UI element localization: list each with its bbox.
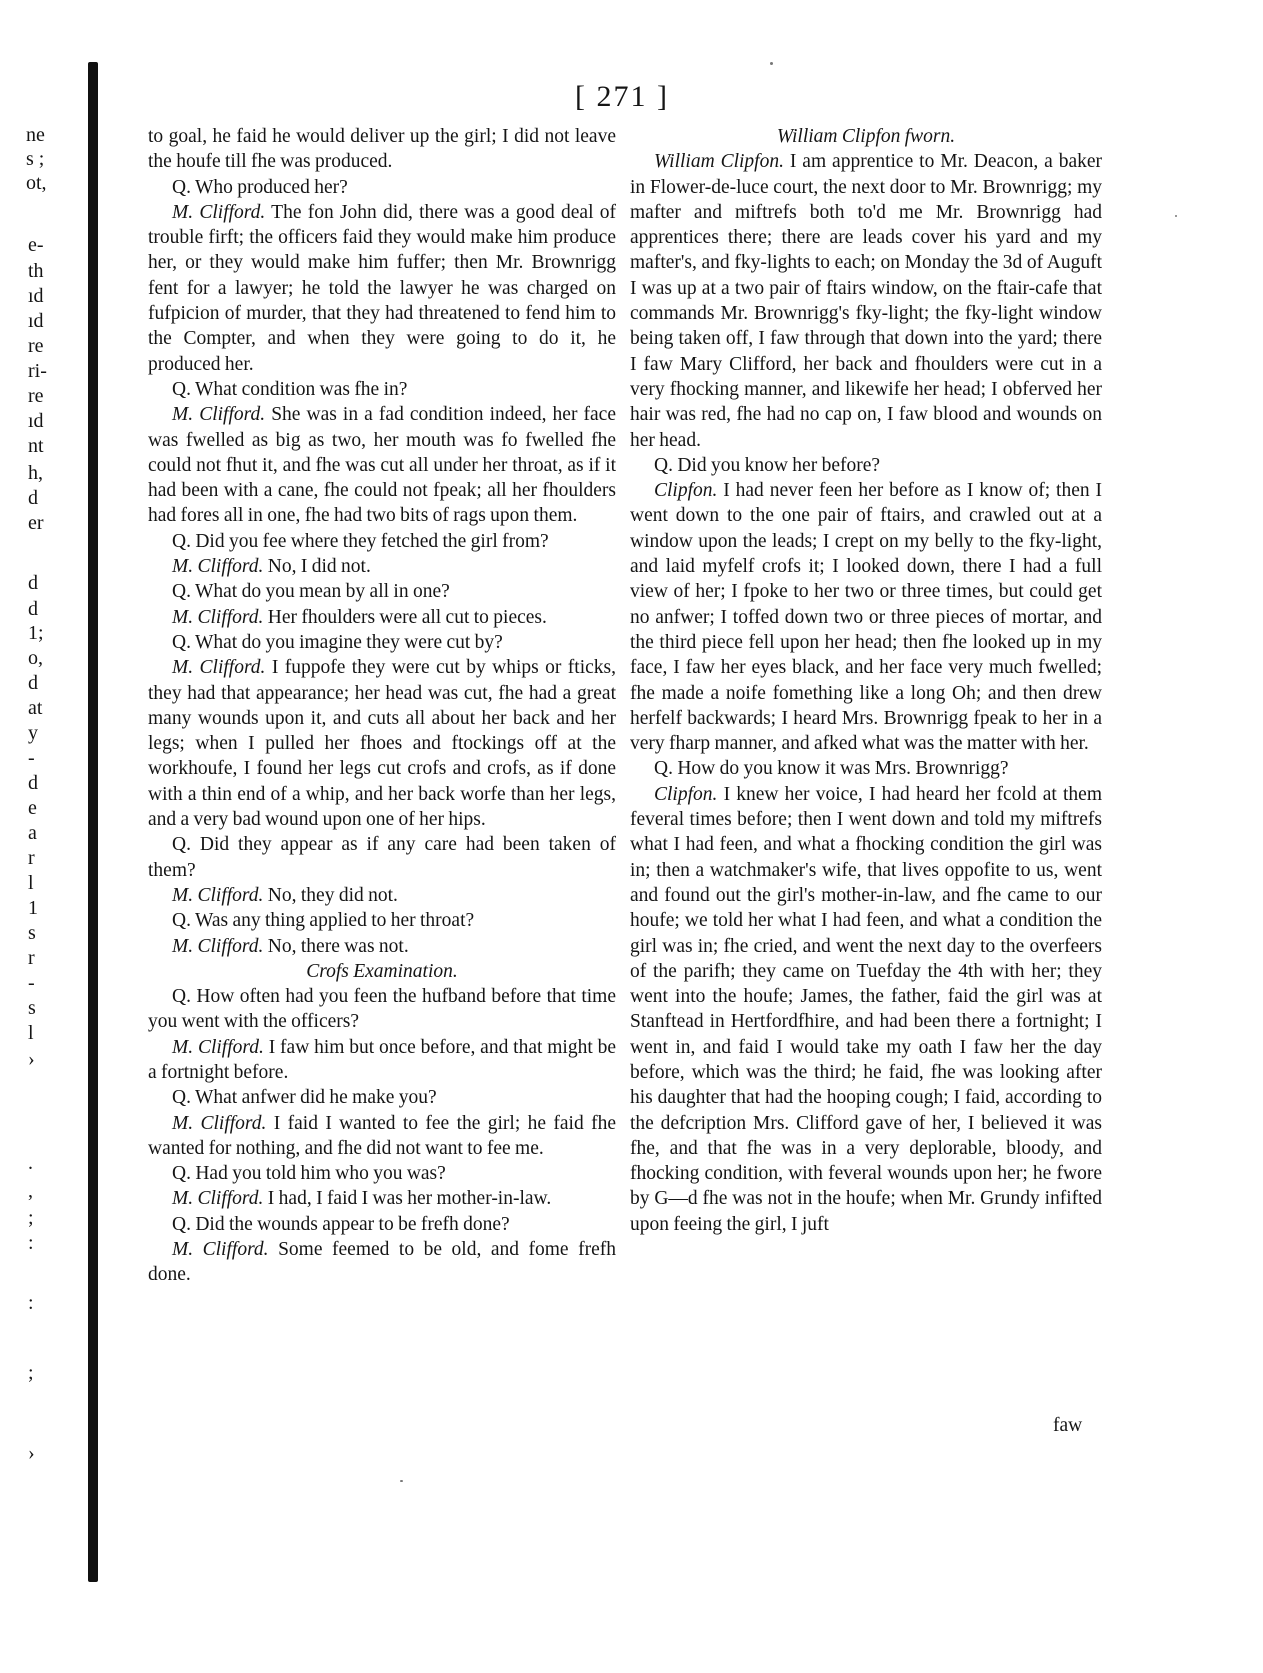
paragraph-text: Her fhoulders were all cut to pieces. [263, 606, 547, 628]
edge-fragment: d [28, 572, 38, 594]
question-paragraph [630, 756, 1102, 781]
paragraph-text: I fuppofe they were cut by whips or fticks, they had that appearance; her head was cut, fhe had a great many wounds upon it, and cuts all about her back and her legs; when I pulled her fhoes and ftockings off at the workhoufe, I found her legs cut crofs and crofs, as if done with a thin end of a whip, and her back worfe than her legs, and a very bad wound upon one of her hips. [148, 657, 616, 831]
text-paragraph [148, 124, 616, 175]
question-paragraph [148, 579, 616, 604]
paragraph-text: Q. What anfwer did he make you? [172, 1087, 437, 1109]
section-heading: William Clipfon fworn. [776, 126, 956, 147]
edge-fragment: 1 [28, 897, 38, 919]
binding-edge [88, 62, 98, 1582]
edge-fragment: - [28, 747, 35, 769]
paper-speck [770, 62, 773, 65]
paragraph-text: Q. Did they appear as if any care had been taken of them? [148, 834, 616, 881]
edge-fragment: ot, [26, 172, 47, 194]
testimony-paragraph [630, 782, 1102, 1237]
paragraph-text: I knew her voice, I had heard her fcold at them feveral times before; then I went down and told my miftrefs what I had feen, and what a fhocking condition the girl was in; then a watchmaker's wife, that lives oppofite to us, went and found out the girl's mother-in-law, and fhe came to our houfe; we told her what I had feen, and what a condition the girl was in; fhe cried, and went the next day to the overfeers of the parifh; they came on Tuefday the 4th with her; they went into the houfe; James, the father, faid the girl was at Stanftead in Hertfordfhire, and had been there a fortnight; I went in, and faid I would take my oath I faw her the day before, which was the third; he faid, fhe was looking after his daughter that had the hooping cough; I faid, according to the defcription Mrs. Clifford gave of her, I believed it was fhe, and that fhe was in a very deplorable, bloody, and fhocking condition, with feveral wounds upon her; he fwore by G—d fhe was not in the houfe; when Mr. Grundy infifted upon feeing the girl, I juft [630, 783, 1102, 1235]
question-paragraph [148, 1085, 616, 1110]
edge-fragment: s [28, 922, 36, 944]
edge-fragment: nt [28, 435, 44, 457]
question-paragraph [148, 529, 616, 554]
edge-fragment: ıd [28, 285, 44, 307]
testimony-paragraph [148, 1186, 616, 1211]
speaker-name: M. Clifford. [172, 556, 264, 578]
edge-fragment: ; [28, 1207, 34, 1229]
speaker-name: Clipfon. [654, 480, 718, 502]
paragraph-text: I faw him but once before, and that might be a fortnight before. [148, 1036, 616, 1083]
catchword: faw [1053, 1415, 1083, 1436]
edge-fragment: e- [28, 234, 44, 256]
paragraph-text: No, I did not. [263, 556, 371, 578]
question-paragraph [148, 1212, 616, 1237]
question-paragraph [630, 453, 1102, 478]
speaker-name: William Clipfon. [654, 151, 784, 173]
speaker-name: M. Clifford. [172, 657, 266, 679]
paragraph-text: Q. Did you know her before? [654, 454, 881, 476]
edge-fragment: th [28, 260, 44, 282]
edge-fragment: l [28, 872, 34, 894]
edge-fragment: o, [28, 647, 43, 669]
testimony-paragraph [148, 883, 616, 908]
question-paragraph [148, 377, 616, 402]
edge-fragment: d [28, 672, 38, 694]
testimony-paragraph [630, 478, 1102, 756]
paragraph-text: The fon John did, there was a good deal of trouble firft; the officers faid they would make him produce her, or they would make him fuffer; then Mr. Brownrigg fent for a lawyer; he told the lawyer he was charged on fufpicion of murder, that they had threatened to fend him to the Compter, and when they were going to do it, he produced her. [148, 201, 616, 375]
edge-fragment: h, [28, 462, 43, 484]
edge-fragment: 1; [28, 622, 44, 644]
paper-speck [400, 1480, 403, 1482]
edge-fragment: d [28, 772, 38, 794]
right-column [630, 124, 1102, 1237]
edge-fragment: . [28, 1152, 33, 1174]
edge-fragment: › [28, 1048, 35, 1070]
paragraph-text: No, there was not. [263, 935, 409, 957]
paragraph-text: Some feemed to be old, and fome frefh done. [148, 1239, 616, 1286]
paragraph-text: Q. How often had you feen the hufband before that time you went with the officers? [148, 986, 616, 1033]
edge-fragment: l [28, 1022, 34, 1044]
testimony-paragraph [148, 402, 616, 528]
paragraph-text: Q. How do you know it was Mrs. Brownrigg? [654, 758, 1009, 780]
paragraph-text: I faid I wanted to fee the girl; he faid fhe wanted for nothing, and fhe did not want to fee me. [148, 1112, 616, 1159]
paragraph-text: She was in a fad condition indeed, her face was fwelled as big as two, her mouth was fo fwelled fhe could not fhut it, and fhe was cut all under her throat, as if it had been with a cane, fhe could not fpeak; all her fhoulders had fores all in one, fhe had two bits of rags upon them. [148, 404, 616, 527]
edge-fragment: : [28, 1232, 34, 1254]
speaker-name: M. Clifford. [172, 201, 266, 223]
edge-fragment: r [28, 947, 35, 969]
paper-speck [1175, 215, 1177, 217]
edge-fragment: re [28, 385, 44, 407]
paragraph-text: I had, I faid I was her mother-in-law. [263, 1188, 552, 1210]
page-number: [ 271 ] [575, 80, 669, 113]
paragraph-text: Q. Did the wounds appear to be frefh done? [172, 1213, 510, 1235]
edge-fragment: ri- [28, 360, 47, 382]
paragraph-text: No, they did not. [263, 884, 398, 906]
paragraph-text: to goal, he faid he would deliver up the girl; I did not leave the houfe till fhe was produced. [148, 126, 616, 173]
edge-fragment: r [28, 847, 35, 869]
edge-fragment: ıd [28, 410, 44, 432]
testimony-paragraph [148, 200, 616, 377]
testimony-paragraph [630, 149, 1102, 453]
paragraph-text: Q. What do you mean by all in one? [172, 581, 450, 603]
speaker-name: M. Clifford. [172, 935, 264, 957]
paragraph-text: I am apprentice to Mr. Deacon, a baker in Flower-de-luce court, the next door to Mr. Brownrigg; my mafter and miftrefs both to'd me Mr. Brownrigg had apprentices there; there are leads cover his yard and my mafter's, and fky-lights to each; on Monday the 3d of Auguft I was up at a two pair of ftairs window, on the ftair-cafe that commands Mr. Brownrigg's fky-light; the fky-light window being taken off, I faw through that down into the yard; there I faw Mary Clifford, her back and fhoulders were cut in a very fhocking manner, and likewife her head; I obferved her hair was red, fhe had no cap on, I faw blood and wounds on her head. [630, 151, 1102, 451]
edge-fragment: ne [26, 124, 45, 146]
speaker-name: Clipfon. [654, 783, 718, 805]
paragraph-text: Q. What condition was fhe in? [172, 378, 408, 400]
speaker-name: M. Clifford. [172, 1188, 264, 1210]
edge-fragment: e [28, 797, 37, 819]
edge-fragment: y [28, 722, 38, 744]
edge-fragment: d [28, 487, 38, 509]
testimony-paragraph [148, 1035, 616, 1086]
paragraph-text: I had never feen her before as I know of; then I went down to the one pair of ftairs, and crawled out at a window upon the leads; I crept on my belly to the fky-light, and laid myfelf crofs it; I looked down, there I had a full view of her; I fpoke to her two or three times, but could get no anfwer; I toffed down two or three pieces of mortar, and the third piece fell upon her head; then fhe looked up in my face, I faw her eyes black, and her face very much fwelled; fhe made a noife fomething like a long Oh; and then drew herfelf backwards; I heard Mrs. Brownrigg fpeak to her in a very fharp manner, and afked what was the matter with her. [630, 480, 1102, 755]
paragraph-text: Q. Did you fee where they fetched the girl from? [172, 530, 549, 552]
edge-fragment: ; [28, 1362, 34, 1384]
edge-fragment: er [28, 512, 44, 534]
edge-fragment: - [28, 972, 35, 994]
question-paragraph [148, 984, 616, 1035]
edge-fragment: d [28, 598, 38, 620]
testimony-paragraph [148, 655, 616, 832]
paragraph-text: Q. What do you imagine they were cut by? [172, 631, 503, 653]
speaker-name: M. Clifford. [172, 1112, 267, 1134]
question-paragraph [148, 175, 616, 200]
question-paragraph [148, 1161, 616, 1186]
testimony-paragraph [148, 554, 616, 579]
testimony-paragraph [148, 1237, 616, 1288]
speaker-name: M. Clifford. [172, 404, 266, 426]
speaker-name: M. Clifford. [172, 606, 264, 628]
paragraph-text: Q. Had you told him who you was? [172, 1163, 446, 1185]
testimony-paragraph [148, 934, 616, 959]
edge-fragment: ıd [28, 310, 44, 332]
section-heading: Crofs Examination. [306, 960, 458, 982]
left-column [148, 124, 616, 1288]
speaker-name: M. Clifford. [172, 1239, 269, 1261]
edge-fragment: , [28, 1180, 33, 1202]
question-paragraph [148, 630, 616, 655]
edge-fragment: s [28, 997, 36, 1019]
question-paragraph [148, 832, 616, 883]
testimony-paragraph [148, 1111, 616, 1162]
edge-fragment: a [28, 822, 37, 844]
edge-fragment: at [28, 697, 43, 719]
edge-fragment: re [28, 335, 44, 357]
edge-fragment: s ; [26, 148, 45, 170]
edge-fragment: : [28, 1292, 34, 1314]
edge-fragment: › [28, 1442, 35, 1464]
speaker-name: M. Clifford. [172, 1036, 264, 1058]
paragraph-text: Q. Was any thing applied to her throat? [172, 910, 475, 932]
speaker-name: M. Clifford. [172, 884, 264, 906]
testimony-paragraph [148, 605, 616, 630]
facing-page-edge [0, 0, 50, 1673]
paragraph-text: Q. Who produced her? [172, 176, 348, 198]
question-paragraph [148, 908, 616, 933]
